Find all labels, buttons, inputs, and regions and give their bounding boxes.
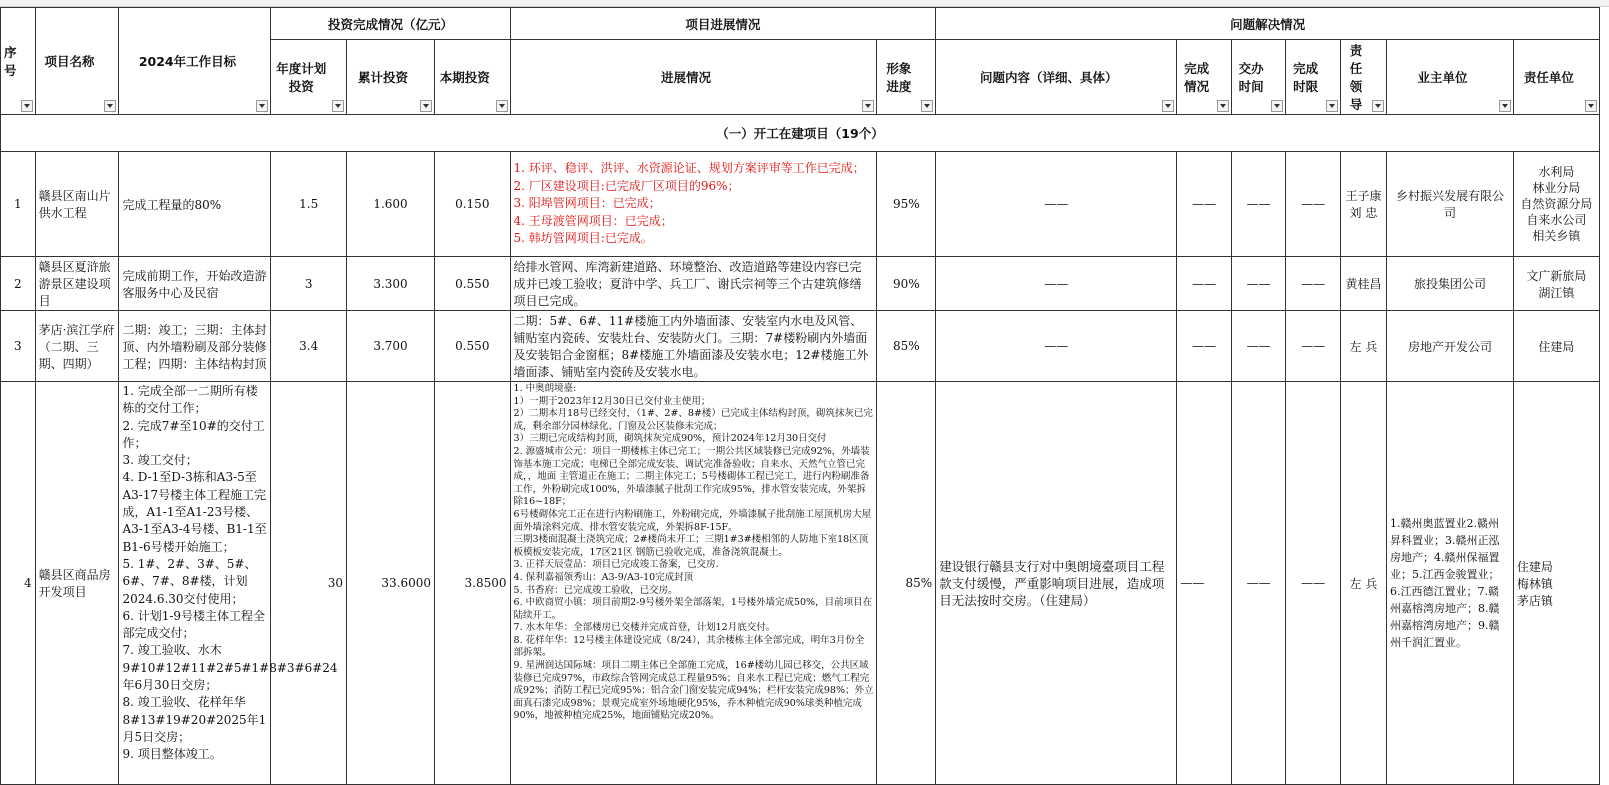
goal-line: 3. 竣工交付； [122, 453, 198, 468]
header-responsible: 责任单位 [1513, 40, 1599, 115]
progress-line: 7. 水木年华：全部楼房已交楼并完成首登，计划12月底交付。 [513, 622, 776, 634]
cell-owner: 1.赣州奥蓝置业2.赣州昇科置业；3.赣州正泓房地产；4.赣州保福置业；5.江西金骏置业；6.江西德江置业；7.赣州嘉榕湾房地产；8.赣州嘉榕湾房地产；9.赣州千润汇置业。 [1387, 382, 1514, 785]
filter-dropdown-icon[interactable] [1271, 100, 1283, 112]
responsible-unit: 住建局 [1516, 559, 1553, 574]
progress-line: 1）一期于2023年12月30日已交付业主使用； [513, 395, 711, 407]
goal-line: 7. 竣工验收、水木9#10#12#11#2#5#1#8#3#6#24年6月30日交房； [122, 643, 338, 693]
cell-progress-detail [510, 382, 877, 785]
cell-responsible [1513, 257, 1599, 311]
progress-line: 4. 保利嘉福领秀山：A3-9/A3-10完成封顶 [513, 571, 694, 583]
cell-current: 0.550 [435, 311, 511, 382]
cell-cumulative: 3.700 [346, 311, 434, 382]
goal-line: 5. 1#、2#、3#、5#、6#、7#、8#楼，计划2024.6.30交付使用； [122, 556, 257, 606]
cell-progress-detail: 二期：5#、6#、11#楼施工内外墙面漆、安装室内水电及风管、铺贴室内瓷砖、安装灶台、安装防火门。三期：7#楼粉刷内外墙面及安装铝合金窗框；8#楼施工外墙面漆及安装水电；12#楼施工外墙面漆、铺贴室内瓷砖及安装水电。 [510, 311, 877, 382]
filter-dropdown-icon[interactable] [1499, 100, 1511, 112]
filter-dropdown-icon[interactable] [21, 100, 33, 112]
cell-annual-plan: 1.5 [271, 152, 346, 257]
cell-name: 赣县区南山片供水工程 [35, 152, 119, 257]
leader-name: 王子康 [1345, 189, 1382, 203]
cell-no: 4 [1, 382, 36, 785]
header-leader: 责任领导 [1340, 40, 1386, 115]
cell-current: 0.150 [435, 152, 511, 257]
header-deadline: 完成时限 [1286, 40, 1341, 115]
cell-name: 赣县区商品房开发项目 [35, 382, 119, 785]
header-goal: 2024年工作目标 [119, 8, 271, 115]
cell-deadline: —— [1286, 311, 1341, 382]
cell-completion: —— [1177, 257, 1232, 311]
cell-leader [1340, 152, 1386, 257]
cell-problem: —— [936, 311, 1177, 382]
progress-line: 1. 环评、稳评、洪评、水资源论证、规划方案评审等工作已完成； [513, 161, 865, 176]
leader-name: 刘 忠 [1349, 206, 1378, 220]
filter-dropdown-icon[interactable] [104, 100, 116, 112]
table-row[interactable] [1, 152, 1600, 257]
cell-leader: 左 兵 [1340, 311, 1386, 382]
responsible-unit: 自然资源分局 [1520, 197, 1593, 211]
cell-annual-plan: 3.4 [271, 311, 346, 382]
filter-dropdown-icon[interactable] [1372, 100, 1384, 112]
cell-problem: —— [936, 152, 1177, 257]
progress-line: 三期3楼面混凝土浇筑完成；2#楼尚未开工；三期1#3#楼相邻的人防地下室18区顶板模板安装完成，17区21区 钢筋已验收完成，准备浇筑混凝土。 [513, 534, 869, 558]
cell-handover-time: —— [1231, 311, 1286, 382]
progress-line: 2）二期本月18号已经交付，（1#、2#、8#楼）已完成主体结构封顶，砌筑抹灰已完成，剩余部分园林绿化、门窗及公区装修未完成； [513, 408, 873, 432]
filter-dropdown-icon[interactable] [1217, 100, 1229, 112]
cell-handover-time: —— [1231, 382, 1286, 785]
header-owner: 业主单位 [1387, 40, 1514, 115]
goal-line: 4. D-1至D-3栋和A3-5至A3-17号楼主体工程施工完成，A1-1至A1-23号楼、A3-1至A3-4号楼、B1-1至B1-6号楼开始施工； [122, 470, 267, 554]
header-name: 项目名称 [35, 8, 119, 115]
cell-progress-detail [510, 152, 877, 257]
header-no: 序号 [1, 8, 36, 115]
filter-dropdown-icon[interactable] [862, 100, 874, 112]
cell-responsible [1513, 382, 1599, 785]
header-cumulative: 累计投资 [346, 40, 434, 115]
cell-handover-time: —— [1231, 257, 1286, 311]
header-group-problem: 问题解决情况 [936, 8, 1600, 40]
cell-image-progress: 90% [877, 257, 936, 311]
header-image-progress: 形象进度 [877, 40, 936, 115]
filter-dropdown-icon[interactable] [420, 100, 432, 112]
project-progress-table [0, 7, 1600, 785]
header-handover-time: 交办时间 [1231, 40, 1286, 115]
header-annual-plan: 年度计划投资 [271, 40, 346, 115]
cell-cumulative: 33.6000 [346, 382, 434, 785]
progress-line: 6号楼砌体完工正在进行内粉刷施工，外粉刷完成，外墙漆腻子批刮施工屋顶机房大屋面外墙涂料完成、排水管安装完成，外架拆8F-15F。 [513, 508, 872, 533]
progress-line: 2. 厂区建设项目:已完成厂区项目的96%； [513, 178, 740, 193]
filter-dropdown-icon[interactable] [921, 100, 933, 112]
cell-owner: 乡村振兴发展有限公司 [1387, 152, 1514, 257]
responsible-unit: 茅店镇 [1516, 593, 1553, 608]
cell-owner: 旅投集团公司 [1387, 257, 1514, 311]
responsible-unit: 自来水公司 [1526, 213, 1587, 227]
cell-cumulative: 1.600 [346, 152, 434, 257]
goal-line: 2. 完成7#至10#的交付工作； [122, 418, 265, 450]
header-group-progress: 项目进展情况 [510, 8, 936, 40]
cell-current: 3.8500 [435, 382, 511, 785]
cell-image-progress: 95% [877, 152, 936, 257]
responsible-unit: 湖江镇 [1538, 285, 1575, 300]
cell-responsible [1513, 152, 1599, 257]
table-row[interactable] [1, 257, 1600, 311]
responsible-unit: 水利局 [1538, 165, 1575, 179]
section-title: （一）开工在建项目（19个） [1, 115, 1600, 152]
progress-line: 4. 王母渡管网项目：已完成； [513, 213, 673, 228]
table-row[interactable] [1, 382, 1600, 785]
cell-completion: —— [1177, 311, 1232, 382]
cell-problem: 建设银行赣县支行对中奥朗境臺项目工程款支付缓慢，严重影响项目进展，造成项目无法按时交房。（住建局） [936, 382, 1177, 785]
progress-line: 8. 花样年华：12号楼主体建设完成（8/24），其余楼栋主体全部完成，明年3月份全部拆架。 [513, 634, 865, 659]
cell-deadline: —— [1286, 382, 1341, 785]
cell-cumulative: 3.300 [346, 257, 434, 311]
filter-dropdown-icon[interactable] [1162, 100, 1174, 112]
progress-line: 2. 源盛城市公元：项目一期楼栋主体已完工；一期公共区域装修已完成92%，外墙装饰基本施工完成；电梯已全部完成安装、调试完准备验收；自来水、天然气立管已完成，，地面 主管道正在施工；二期主体完工；5号楼砌体工程已完工，进行内粉刷准备工作，外粉刷完成100%，外墙漆腻子批刮工作完成95%，排水管安装完成，外架拆除16~18F； [513, 445, 870, 508]
goal-line: 8. 竣工验收、花样年华8#13#19#20#2025年1月5日交房； [122, 695, 267, 744]
cell-name: 赣县区夏浒旅游景区建设项目 [35, 257, 119, 311]
cell-current: 0.550 [435, 257, 511, 311]
header-progress-detail: 进展情况 [510, 40, 877, 115]
progress-line: 5. 韩坊管网项目:已完成。 [513, 231, 653, 246]
cell-progress-detail: 给排水管网、库湾新建道路、环境整治、改造道路等建设内容已完成并已竣工验收；夏浒中学、兵工厂、谢氏宗祠等三个古建筑修缮项目已完成。 [510, 257, 877, 311]
progress-line: 3. 阳埠管网项目：已完成； [513, 196, 661, 211]
cell-image-progress: 85% [877, 311, 936, 382]
cell-no: 1 [1, 152, 36, 257]
header-problem-content: 问题内容（详细、具体） [936, 40, 1177, 115]
filter-dropdown-icon[interactable] [496, 100, 508, 112]
header-current: 本期投资 [435, 40, 511, 115]
cell-no: 2 [1, 257, 36, 311]
progress-line: 3. 正祥天辰壹品：项目已完成竣工备案，已交房. [513, 559, 719, 571]
goal-line: 9. 项目整体竣工。 [122, 747, 222, 762]
cell-deadline: —— [1286, 257, 1341, 311]
filter-dropdown-icon[interactable] [1585, 100, 1597, 112]
header-completion: 完成情况 [1177, 40, 1232, 115]
cell-image-progress: 85% [877, 382, 936, 785]
goal-line: 6. 计划1-9号楼主体工程全部完成交付； [122, 608, 266, 641]
cell-goal: 完成前期工作，开始改造游客服务中心及民宿 [119, 257, 271, 311]
progress-line: 5. 书香府：已完成竣工验收，已交房。 [513, 584, 678, 596]
cell-goal: 二期：竣工；三期：主体封顶、内外墙粉刷及部分装修工程；四期：主体结构封顶 [119, 311, 271, 382]
filter-dropdown-icon[interactable] [1326, 100, 1338, 112]
cell-deadline: —— [1286, 152, 1341, 257]
cell-problem: —— [936, 257, 1177, 311]
goal-line: 1. 完成全部一二期所有楼栋的交付工作； [122, 384, 258, 416]
column-ruler [0, 0, 1609, 7]
progress-line: 1. 中奥朗境臺: [513, 383, 577, 394]
cell-annual-plan: 30 [271, 382, 346, 785]
cell-no: 3 [1, 311, 36, 382]
cell-owner: 房地产开发公司 [1387, 311, 1514, 382]
cell-goal [119, 382, 338, 785]
responsible-unit: 林业分局 [1532, 181, 1581, 195]
cell-leader: 左 兵 [1340, 382, 1386, 785]
progress-line: 6. 中欧商贸小镇：项目前期2-9号楼外架全部落架，1号楼外墙完成50%，目前项目在陆续开工。 [513, 597, 873, 621]
responsible-unit: 相关乡镇 [1532, 229, 1581, 243]
cell-responsible: 住建局 [1513, 311, 1599, 382]
responsible-unit: 梅林镇 [1516, 576, 1553, 591]
cell-completion: —— [1177, 152, 1232, 257]
cell-leader: 黄桂昌 [1340, 257, 1386, 311]
cell-name: 茅店·滨江学府（二期、三期、四期） [35, 311, 119, 382]
progress-line: 9. 星洲润达国际城：项目二期主体已全部施工完成，16#楼幼儿园已移交，公共区域装修已完成97%，市政综合管网完成总工程量95%；自来水工程已完成；燃气工程完成92%；消防工程已完成95%；铝合金门窗安装完成94%；栏杆安装完成98%；外立面真石漆完成98%；景观完成室外场地硬化95%，乔木种植完成90%球类种植完成90%，地被种植完成25%，地面铺贴完成20%。 [513, 660, 874, 722]
progress-line: 3）三期已完成结构封顶，砌筑抹灰完成90%，预计2024年12月30日交付 [513, 433, 827, 445]
filter-dropdown-icon[interactable] [332, 100, 344, 112]
filter-dropdown-icon[interactable] [256, 100, 268, 112]
cell-annual-plan: 3 [271, 257, 346, 311]
cell-goal: 完成工程量的80% [119, 152, 271, 257]
cell-completion: —— [1177, 382, 1232, 785]
cell-handover-time: —— [1231, 152, 1286, 257]
header-group-investment: 投资完成情况（亿元） [271, 8, 510, 40]
responsible-unit: 文广新旅局 [1526, 268, 1587, 283]
table-row[interactable] [1, 311, 1600, 382]
